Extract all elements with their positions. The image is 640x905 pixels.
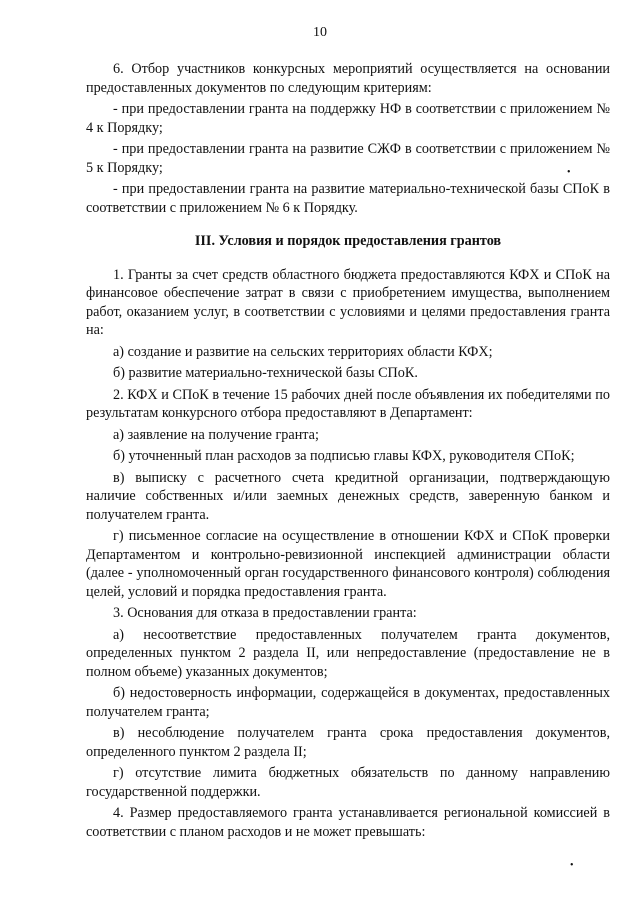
paragraph-3-refusal: 3. Основания для отказа в предоставлении гранта: bbox=[113, 605, 417, 621]
paragraph-4-grant-size: 4. Размер предоставляемого гранта устанавливается региональной комиссией в соответствии с планом расходов и не может превышать: bbox=[86, 805, 610, 840]
list-item-2a: а) заявление на получение гранта; bbox=[113, 426, 319, 443]
scan-speck: • bbox=[567, 167, 571, 178]
list-item-3v: в) несоблюдение получателем гранта срока предоставления документов, определенного пунктом 2 раздела II; bbox=[86, 725, 610, 760]
list-item-2b: б) уточненный план расходов за подписью главы КФХ, руководителя СПоК; bbox=[113, 448, 575, 464]
page-number: 10 bbox=[313, 25, 327, 40]
paragraph-2-documents: 2. КФХ и СПоК в течение 15 рабочих дней после объявления их победителями по результатам конкурсного отбора предоставляют в Департамент: bbox=[86, 386, 610, 421]
criteria-item-spok: - при предоставлении гранта на развитие материально-технической базы СПоК в соответствии с приложением № 6 к Порядку. bbox=[86, 181, 610, 216]
section-heading: III. Условия и порядок предоставления грантов bbox=[194, 233, 502, 249]
criteria-item-nf: - при предоставлении гранта на поддержку НФ в соответствии с приложением № 4 к Порядку; bbox=[86, 101, 610, 136]
paragraph-6-selection: 6. Отбор участников конкурсных мероприятий осуществляется на основании предоставленных документов по следующим критериям: bbox=[86, 61, 610, 96]
list-item-3g: г) отсутствие лимита бюджетных обязательств по данному направлению государственной поддержки. bbox=[86, 765, 610, 800]
list-item-3b: б) недостоверность информации, содержащейся в документах, предоставленных получателем гранта; bbox=[86, 685, 610, 720]
document-body bbox=[86, 60, 610, 844]
list-item-1b: б) развитие материально-технической базы СПоК. bbox=[113, 365, 418, 381]
list-item-1a: а) создание и развитие на сельских территориях области КФХ; bbox=[113, 343, 493, 360]
list-item-2g: г) письменное согласие на осуществление в отношении КФХ и СПоК проверки Департаментом и контрольно-ревизионной инспекцией администрации области (далее - уполномоченный орган государственного финансового контроля) соблюдения целей, условий и порядка предоставления гранта. bbox=[86, 528, 610, 600]
scan-speck: • bbox=[570, 860, 574, 871]
paragraph-1-grants: 1. Гранты за счет средств областного бюджета предоставляются КФХ и СПоК на финансовое обеспечение затрат в связи с приобретением имущества, выполнением работ, оказанием услуг, в соответствии с условиями и целями предоставления гранта на: bbox=[86, 266, 610, 338]
criteria-item-szhf: - при предоставлении гранта на развитие СЖФ в соответствии с приложением № 5 к Порядку; bbox=[86, 141, 610, 176]
list-item-3a: а) несоответствие предоставленных получателем гранта документов, определенных пунктом 2 раздела II, или непредоставление (предоставление не в полном объеме) указанных документов; bbox=[86, 626, 610, 680]
list-item-2v: в) выписку с расчетного счета кредитной организации, подтверждающую наличие собственных и/или заемных денежных средств, заверенную банком и получателем гранта. bbox=[86, 469, 610, 523]
